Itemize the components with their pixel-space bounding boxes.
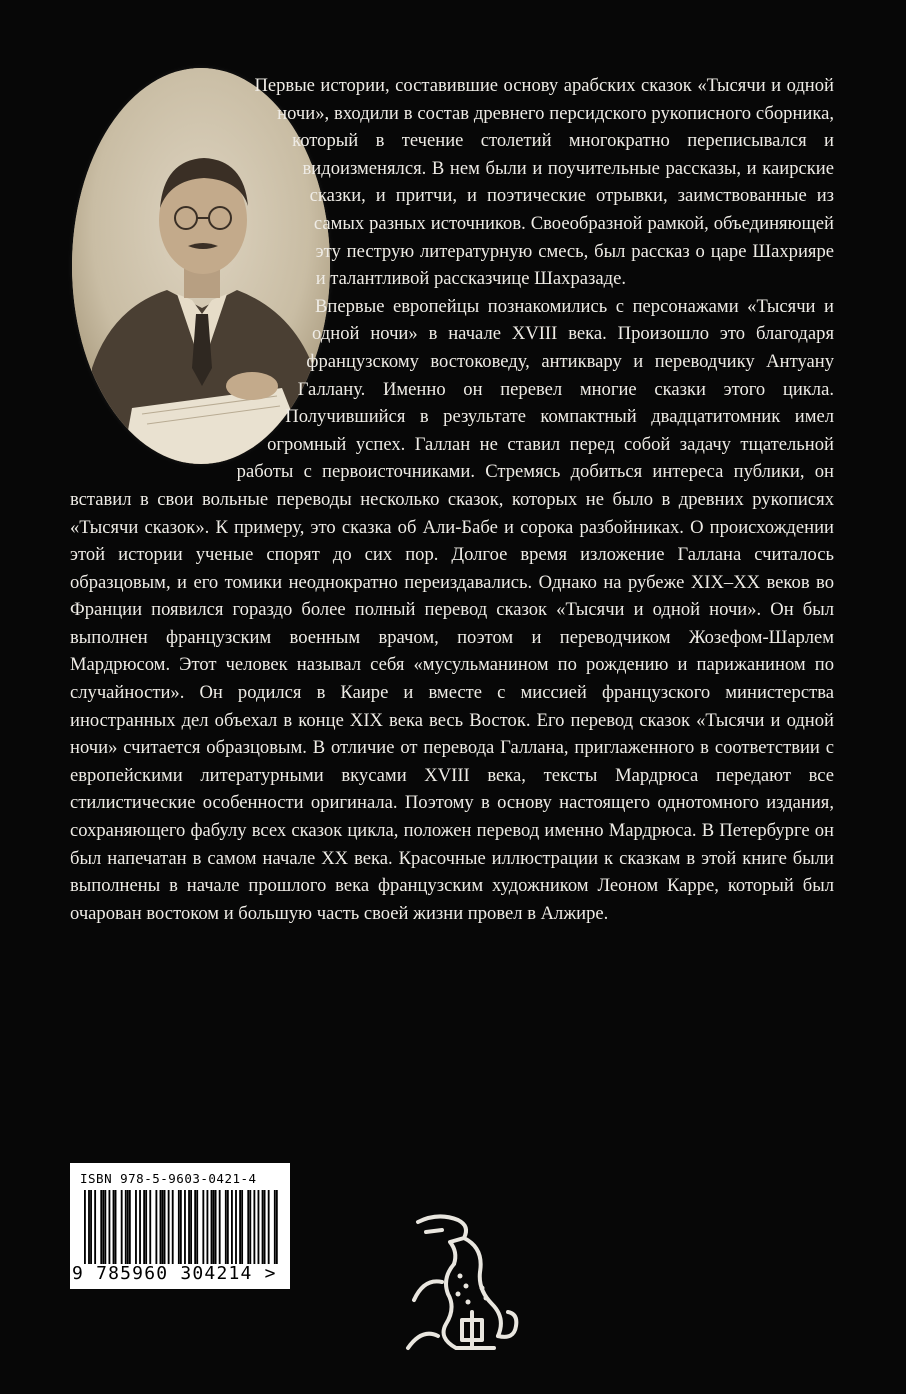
- ean-digits: 9 785960 304214 >: [72, 1263, 277, 1284]
- barcode-bar: [249, 1190, 251, 1264]
- barcode-bar: [211, 1190, 213, 1264]
- barcode-bar: [276, 1190, 278, 1264]
- barcode-bar: [202, 1190, 204, 1264]
- isbn-barcode: [70, 1163, 290, 1289]
- blurb-paragraph: Впервые европейцы познакомились с персонажами «Тысячи и одной ночи» в начале XVIII века. Произошло это благодаря французскому востоковеду, антиквару и переводчику Антуану Галлану. Именно он перевел многие сказки этого цикла. Получившийся в результате компактный двадцатитомник имел огромный успех. Галлан не ставил перед собой задачу тщательной работы с первоисточниками. Стремясь добиться интереса публики, он вставил в свои вольные переводы несколько сказок, которых не было в древних рукописях «Тысячи сказок». К примеру, это сказка об Али-Бабе и сорока разбойниках. О происхождении этой истории ученые спорят до сих пор. Долгое время изложение Галлана считалось образцовым, и его томики неоднократно переиздавались. Однако на рубеже XIX–XX веков во Франции появился гораздо более полный перевод сказок «Тысячи и одной ночи». Он был выполнен французским военным врачом, поэтом и переводчиком Жозефом-Шарлем Мардрюсом. Этот человек называл себя «мусульманином по рождению и парижанином по случайности». Он родился в Каире и вместе с миссией французского министерства иностранных дел объехал в конце XIX века весь Восток. Его перевод сказок «Тысячи и одной ночи» считается образцовым. В отличие от перевода Галлана, приглаженного в соответствии с европейскими литературными вкусами XVIII века, тексты Мардрюса передают все стилистические особенности оригинала. Поэтому в основу настоящего однотомного издания, сохраняющего фабулу всех сказок цикла, положен перевод именно Мардрюса. В Петербурге он был напечатан в самом начале XX века. Красочные иллюстрации к сказкам в этой книге были выполнены в начале прошлого века французским художником Леоном Карре, который был очарован востоком и большую часть своей жизни провел в Алжире.: [70, 295, 834, 924]
- barcode-bar: [125, 1190, 127, 1264]
- barcode-bar: [109, 1190, 111, 1264]
- barcode-bar: [190, 1190, 192, 1264]
- barcode-bar: [178, 1190, 180, 1264]
- barcode-bar: [127, 1190, 129, 1264]
- barcode-bars: [84, 1190, 280, 1264]
- barcode-bar: [113, 1190, 115, 1264]
- barcode-bar: [239, 1190, 241, 1264]
- dragon-logo-icon: [398, 1208, 528, 1358]
- barcode-bar: [258, 1190, 260, 1264]
- barcode-bar: [213, 1190, 215, 1264]
- barcode-bar: [188, 1190, 190, 1264]
- barcode-bar: [129, 1190, 131, 1264]
- barcode-bar: [164, 1190, 166, 1264]
- barcode-bar: [184, 1190, 186, 1264]
- barcode-bar: [194, 1190, 196, 1264]
- barcode-bar: [143, 1190, 145, 1264]
- barcode-bar: [235, 1190, 237, 1264]
- barcode-bar: [207, 1190, 209, 1264]
- barcode-bar: [135, 1190, 137, 1264]
- barcode-bar: [225, 1190, 227, 1264]
- barcode-bar: [145, 1190, 147, 1264]
- barcode-bar: [219, 1190, 221, 1264]
- barcode-bar: [155, 1190, 157, 1264]
- barcode-bar: [247, 1190, 249, 1264]
- barcode-bar: [160, 1190, 162, 1264]
- barcode-bar: [253, 1190, 255, 1264]
- barcode-bar: [162, 1190, 164, 1264]
- barcode-bar: [227, 1190, 229, 1264]
- barcode-bar: [215, 1190, 217, 1264]
- blurb-paragraph: Первые истории, составившие основу арабских сказок «Тысячи и одной ночи», входили в состав древнего персидского рукописного сборника, который в течение столетий многократно переписывался и видоизменялся. В нем были и поучительные рассказы, и каирские сказки, и притчи, и поэтические отрывки, заимствованные из самых разных источников. Своеобразной рамкой, объединяющей эту пеструю литературную смесь, был рассказ о царе Шахрияре и талантливой рассказчице Шахразаде.: [254, 75, 834, 290]
- barcode-bar: [268, 1190, 270, 1264]
- barcode-bar: [264, 1190, 266, 1264]
- barcode-bar: [102, 1190, 104, 1264]
- barcode-bar: [149, 1190, 151, 1264]
- barcode-bar: [274, 1190, 276, 1264]
- barcode-bar: [172, 1190, 174, 1264]
- barcode-bar: [90, 1190, 92, 1264]
- blurb-text: [70, 72, 834, 927]
- barcode-bar: [196, 1190, 198, 1264]
- barcode-bar: [139, 1190, 141, 1264]
- isbn-label: ISBN 978-5-9603-0421-4: [80, 1171, 257, 1186]
- barcode-bar: [84, 1190, 86, 1264]
- barcode-bar: [121, 1190, 123, 1264]
- barcode-bar: [180, 1190, 182, 1264]
- barcode-bar: [100, 1190, 102, 1264]
- barcode-bar: [241, 1190, 243, 1264]
- barcode-bar: [262, 1190, 264, 1264]
- barcode-bar: [231, 1190, 233, 1264]
- barcode-bar: [104, 1190, 106, 1264]
- barcode-bar: [94, 1190, 96, 1264]
- barcode-bar: [168, 1190, 170, 1264]
- barcode-bar: [88, 1190, 90, 1264]
- barcode-bar: [115, 1190, 117, 1264]
